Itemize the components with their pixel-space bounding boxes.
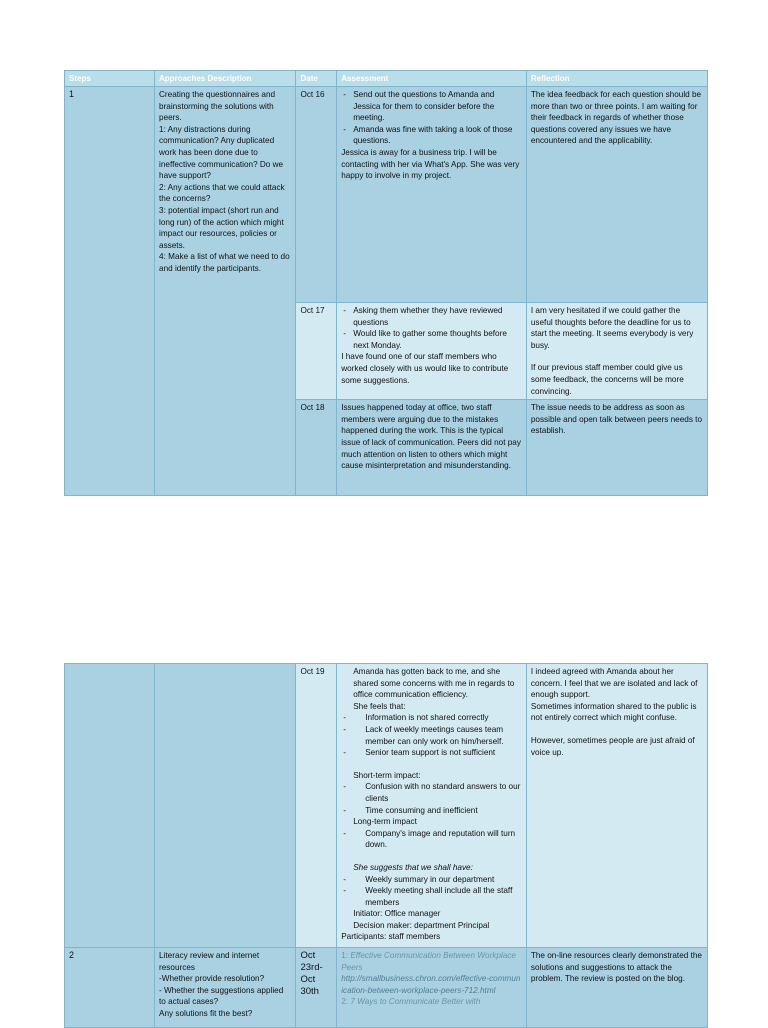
progress-table-1 [64, 70, 708, 496]
reference-title: Effective Communication Between Workplace Peers [341, 951, 516, 972]
reference-link[interactable]: http://smallbusiness.chron.com/effective-communication-between-workplace-peers-712.html [341, 974, 521, 995]
reference-entry [341, 996, 522, 1008]
approach-description [155, 664, 296, 948]
assessment-bullet: - Send out the questions to Amanda and Jessica for them to consider before the meeting. [341, 89, 522, 124]
row-assessment [337, 948, 527, 1028]
reflection-text: I am very hesitated if we could gather the useful thoughts before the deadline for us to start the meeting. It seems everybody is very busy. [530, 306, 694, 350]
approach-line: -Whether provide resolution? [159, 974, 265, 984]
assessment-bullet: - Would like to gather some thoughts before next Monday. [341, 328, 522, 351]
assessment-text: Issues happened today at office, two staff members were arguing due to the mistakes happened during the work. This is the typical issue of lack of communication. Peers did not pay much attention on listen to others which might cause misinterpretation and misunderstanding. [341, 403, 521, 471]
reflection-text: The issue needs to be address as soon as possible and open talk between peers needs to establish. [530, 403, 703, 436]
approach-line: 3: potential impact (short run and long run) of the action which might impact our resources, policies or assets. [159, 205, 284, 250]
assessment-bullet: - Confusion with no standard answers to our clients [341, 781, 524, 804]
assessment-text: Amanda has gotten back to me, and she shared some concerns with me in regards to office communication efficiency. [353, 667, 515, 700]
row-assessment [337, 87, 527, 303]
reference-number: 2: [341, 997, 349, 1007]
assessment-bullet: - Time consuming and inefficient [341, 805, 524, 817]
approach-line: Creating the questionnaires and brainstorming the solutions with peers. [159, 90, 276, 123]
step-number: 2 [65, 948, 155, 1028]
reference-title: 7 Ways to Communicate Better with [350, 997, 481, 1007]
row-reflection [526, 400, 707, 496]
assessment-text: She feels that: [353, 701, 406, 711]
approach-description [155, 948, 296, 1028]
assessment-text: Participants: staff members [341, 932, 441, 942]
header-date: Date [296, 71, 337, 87]
approach-line: 1: Any distractions during communication? Any duplicated work has been done due to ineffective communication? Do we have support? [159, 124, 284, 181]
row-reflection [526, 948, 707, 1028]
assessment-text: Decision maker: department Principal [353, 920, 490, 930]
row-date [296, 948, 337, 1028]
reference-entry [341, 950, 522, 973]
assessment-bullet: - Company's image and reputation will turn down. [341, 828, 524, 851]
assessment-text: Jessica is away for a business trip. I will be contacting with her via What's App. She was very happy to involve in my project. [341, 147, 520, 181]
approach-line: 4: Make a list of what we need to do and identify the participants. [159, 252, 290, 273]
assessment-text: She suggests that we shall have: [353, 862, 473, 872]
table-row [65, 87, 708, 303]
assessment-bullet: - Weekly summary in our department [341, 874, 524, 886]
row-assessment [337, 664, 527, 948]
approach-line: Any solutions fit the best? [159, 1008, 253, 1018]
row-date: Oct 19 [296, 664, 337, 948]
assessment-bullet: - Asking them whether they have reviewed questions [341, 305, 522, 328]
header-reflection: Reflection [526, 71, 707, 87]
header-approaches: Approaches Description [155, 71, 296, 87]
row-reflection [526, 303, 707, 400]
assessment-bullet: - Information is not shared correctly [341, 712, 524, 724]
approach-line: - Whether the suggestions applied to actual cases? [159, 985, 284, 1007]
assessment-bullet: - Senior team support is not sufficient [341, 747, 524, 759]
step-number [65, 664, 155, 948]
assessment-text: Long-term impact [353, 817, 417, 827]
row-date: Oct 18 [296, 400, 337, 496]
row-date: Oct 17 [296, 303, 337, 400]
row-date: Oct 16 [296, 87, 337, 303]
row-reflection [526, 87, 707, 303]
progress-table-2 [64, 663, 708, 1028]
assessment-bullet: - Amanda was fine with taking a look of those questions. [341, 124, 522, 147]
date-line: Oct 30th [300, 974, 319, 997]
assessment-text: I have found one of our staff members who worked closely with us would like to contribute some suggestions. [341, 352, 509, 385]
reflection-text: The on-line resources clearly demonstrated the solutions and suggestions to attack the problem. The review is posted on the blog. [530, 951, 702, 984]
reflection-text: If our previous staff member could give us some feedback, the concerns will be more convincing. [530, 363, 684, 396]
step-number: 1 [65, 87, 155, 496]
row-reflection [526, 664, 707, 948]
header-assessment: Assessment [337, 71, 527, 87]
reference-number: 1: [341, 951, 349, 960]
approach-line: Literacy review and internet resources [159, 951, 260, 972]
reflection-text: However, sometimes people are just afraid of voice up. [530, 735, 695, 757]
header-steps: Steps [65, 71, 155, 87]
date-line: 23rd- [300, 962, 323, 973]
table-header-row [65, 71, 708, 87]
approach-line: 2: Any actions that we could attack the concerns? [159, 182, 285, 204]
table-row [65, 948, 708, 1028]
table-row [65, 664, 708, 948]
reflection-text: The idea feedback for each question should be more than two or three points. I am waiting for their feedback in regards of whether those questions covered any issues we have encountered and the applicability. [530, 90, 702, 146]
reflection-text: Sometimes information shared to the public is not entirely correct which might confuse. [530, 701, 697, 723]
assessment-bullet: - Lack of weekly meetings causes team member can only work on him/herself. [341, 724, 524, 747]
row-assessment [337, 400, 527, 496]
date-line: Oct [300, 950, 316, 961]
assessment-bullet: - Weekly meeting shall include all the staff members [341, 885, 524, 908]
row-assessment [337, 303, 527, 400]
assessment-text: Short-term impact: [353, 770, 421, 780]
reflection-text: I indeed agreed with Amanda about her concern. I feel that we are isolated and lack of enough support. [530, 667, 698, 700]
approach-description [155, 87, 296, 496]
assessment-text: Initiator: Office manager [353, 909, 441, 919]
